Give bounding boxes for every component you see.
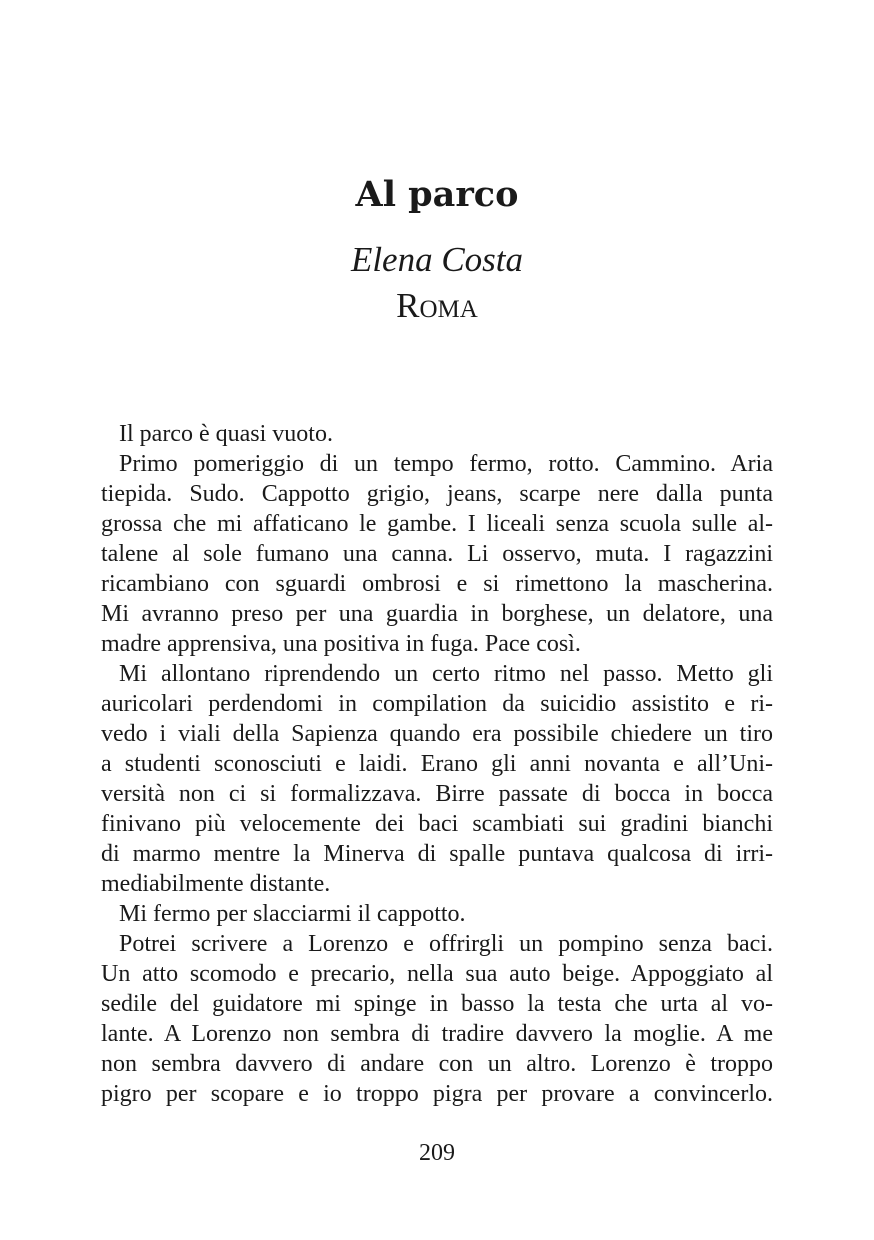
- text-line: Il parco è quasi vuoto.: [119, 421, 333, 447]
- text-line: vedo i viali della Sapienza quando era possibile chiedere un tiro: [101, 721, 773, 747]
- text-line: di marmo mentre la Minerva di spalle puntava qualcosa di irri-: [101, 841, 773, 867]
- text-line: finivano più velocemente dei baci scambiati sui gradini bianchi: [101, 811, 773, 837]
- city-name: Roma: [396, 286, 478, 325]
- text-line: auricolari perdendomi in compilation da suicidio assistito e ri-: [101, 691, 773, 717]
- text-line: non sembra davvero di andare con un altro. Lorenzo è troppo: [101, 1051, 773, 1077]
- chapter-title: Al parco: [355, 174, 519, 215]
- text-line: pigro per scopare e io troppo pigra per provare a convincerlo.: [101, 1081, 773, 1107]
- text-line: madre apprensiva, una positiva in fuga. Pace così.: [101, 631, 581, 657]
- text-line: Mi allontano riprendendo un certo ritmo nel passo. Metto gli: [119, 661, 773, 687]
- text-line: a studenti sconosciuti e laidi. Erano gli anni novanta e all’Uni-: [101, 751, 773, 777]
- text-line: talene al sole fumano una canna. Li osservo, muta. I ragazzini: [101, 541, 773, 567]
- text-line: versità non ci si formalizzava. Birre passate di bocca in bocca: [101, 781, 773, 807]
- text-line: Potrei scrivere a Lorenzo e offrirgli un pompino senza baci.: [119, 931, 773, 957]
- text-line: Primo pomeriggio di un tempo fermo, rotto. Cammino. Aria: [119, 451, 773, 477]
- text-line: grossa che mi affaticano le gambe. I liceali senza scuola sulle al-: [101, 511, 773, 537]
- text-line: sedile del guidatore mi spinge in basso la testa che urta al vo-: [101, 991, 773, 1017]
- text-line: Mi avranno preso per una guardia in borghese, un delatore, una: [101, 601, 773, 627]
- author-name: Elena Costa: [350, 240, 524, 279]
- page-number: 209: [419, 1140, 455, 1166]
- text-line: tiepida. Sudo. Cappotto grigio, jeans, scarpe nere dalla punta: [101, 481, 773, 507]
- text-line: ricambiano con sguardi ombrosi e si rimettono la mascherina.: [101, 571, 773, 597]
- text-line: Mi fermo per slacciarmi il cappotto.: [119, 901, 466, 927]
- text-line: Un atto scomodo e precario, nella sua auto beige. Appoggiato al: [101, 961, 773, 987]
- text-line: lante. A Lorenzo non sembra di tradire davvero la moglie. A me: [101, 1021, 773, 1047]
- body-text: [101, 419, 773, 1109]
- text-line: mediabilmente distante.: [101, 871, 331, 897]
